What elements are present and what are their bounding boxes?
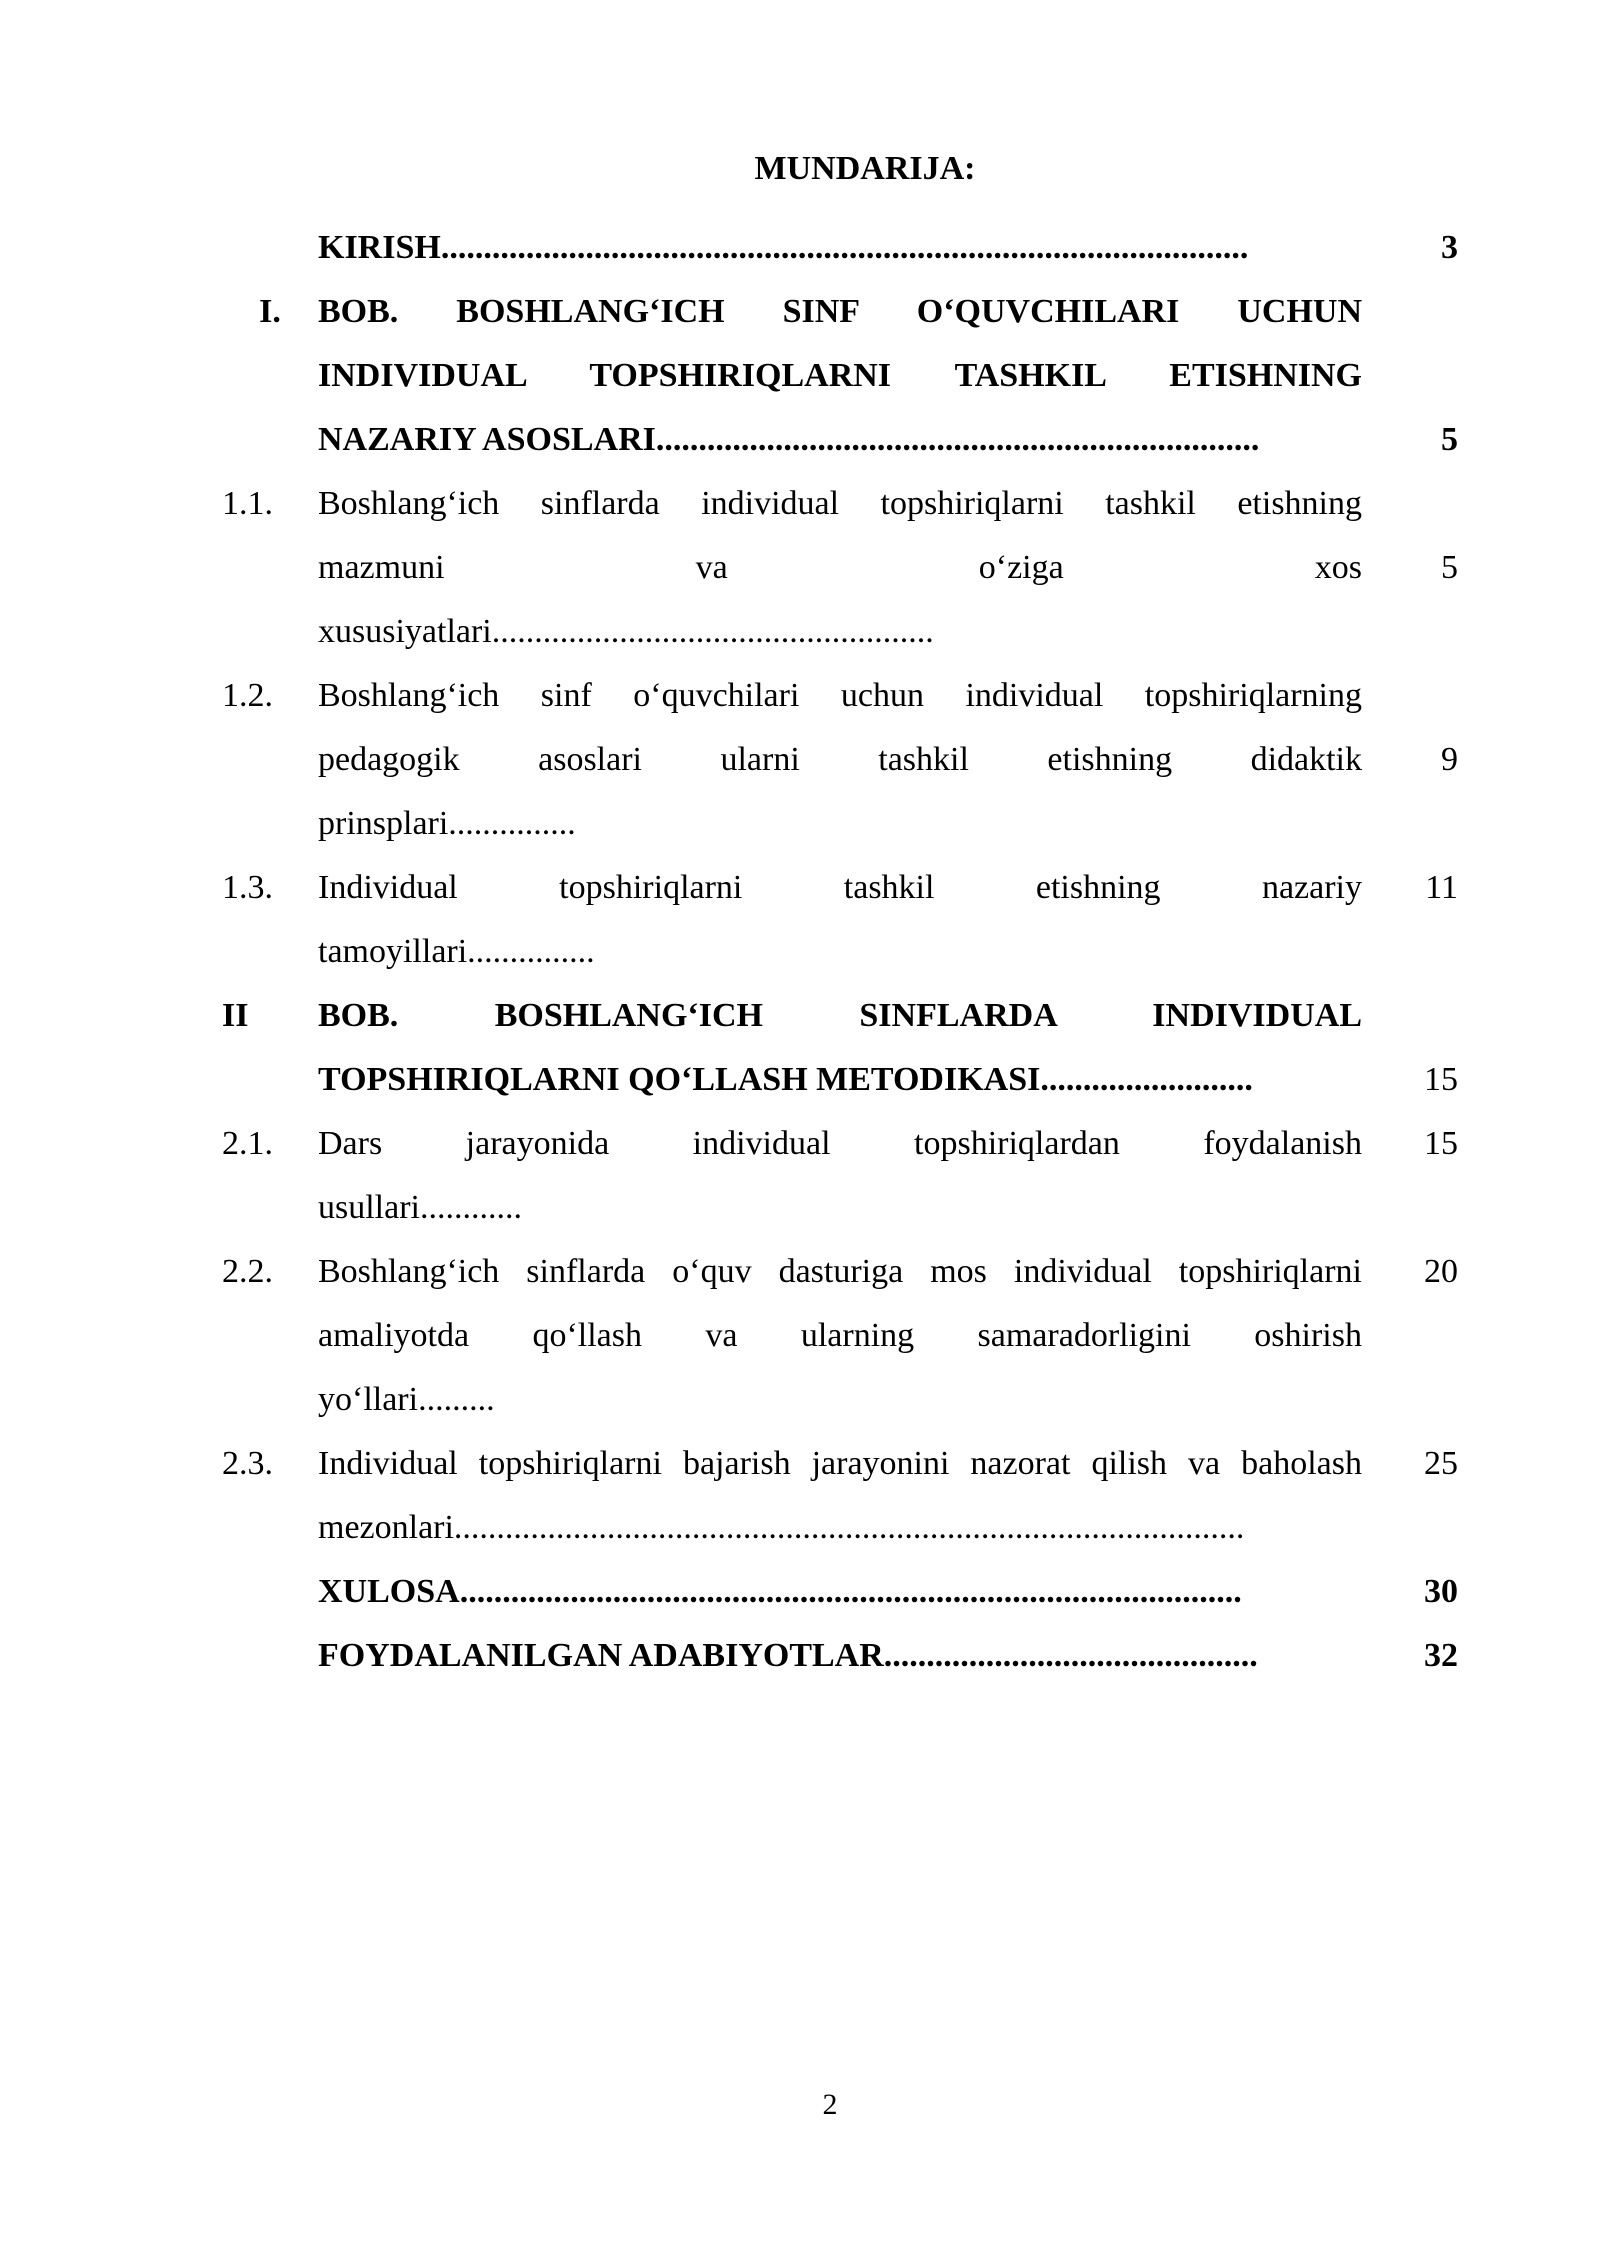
toc-entry-line: Dars jarayonida individual topshiriqlardan foydalanish (318, 1125, 1362, 1162)
toc-entry (222, 216, 1482, 280)
toc-entry-title (318, 216, 1362, 280)
toc-entry-line: yo‘llari......... (318, 1381, 495, 1418)
toc-entry (222, 1624, 1482, 1688)
toc-entry (222, 1432, 1482, 1560)
toc-entry-title (318, 1432, 1362, 1560)
toc-entry-page: 30 (1424, 1573, 1458, 1610)
toc-entry-number: 1.3. (222, 869, 273, 906)
toc-entry-line: mezonlari............................................................................................. (318, 1509, 1245, 1546)
toc-entry-number: II (222, 997, 249, 1034)
toc-entry-line: INDIVIDUAL TOPSHIRIQLARNI TASHKIL ETISHNING (318, 357, 1362, 394)
toc-entry-line: prinsplari............... (318, 805, 576, 842)
toc-entry-line: xususiyatlari.................................................... (318, 613, 934, 650)
toc-entry-number: 2.2. (222, 1253, 273, 1290)
toc-entry-title (318, 1624, 1362, 1688)
toc-entry-line: Individual topshiriqlarni bajarish jarayonini nazorat qilish va baholash (318, 1445, 1362, 1482)
table-of-contents (222, 216, 1482, 1688)
toc-entry-title (318, 1240, 1362, 1432)
toc-entry-line: mazmuni va o‘ziga xos (318, 549, 1362, 586)
toc-entry-number: 2.1. (222, 1125, 273, 1162)
toc-entry-page: 9 (1441, 741, 1458, 778)
toc-entry-title (318, 664, 1362, 856)
toc-title: MUNDARIJA: (754, 150, 976, 187)
toc-entry-page: 5 (1441, 421, 1458, 458)
toc-entry-number: I. (259, 293, 281, 330)
toc-entry-page: 11 (1425, 869, 1458, 906)
toc-entry-line: pedagogik asoslari ularni tashkil etishning didaktik (318, 741, 1362, 778)
toc-entry-title (318, 1560, 1362, 1624)
toc-entry-page: 3 (1441, 229, 1458, 266)
page-number: 2 (822, 2088, 838, 2121)
toc-entry-page: 20 (1424, 1253, 1458, 1290)
toc-entry-line: Individual topshiriqlarni tashkil etishning nazariy (318, 869, 1362, 906)
toc-entry-title (318, 280, 1362, 472)
toc-entry-title (318, 472, 1362, 664)
toc-entry (222, 472, 1482, 664)
toc-entry-number: 1.2. (222, 677, 273, 714)
toc-entry (222, 1560, 1482, 1624)
toc-entry-number: 1.1. (222, 485, 273, 522)
toc-entry-page: 32 (1424, 1637, 1458, 1674)
toc-entry-line: Boshlang‘ich sinflarda individual topshiriqlarni tashkil etishning (318, 485, 1362, 522)
toc-entry-title (318, 856, 1362, 984)
toc-entry-page: 15 (1424, 1061, 1458, 1098)
toc-entry-line: usullari............ (318, 1189, 522, 1226)
toc-entry-line: amaliyotda qo‘llash va ularning samaradorligini oshirish (318, 1317, 1362, 1354)
toc-entry-line: BOB. BOSHLANG‘ICH SINF O‘QUVCHILARI UCHUN (318, 293, 1362, 330)
toc-entry-line: XULOSA............................................................................................ (318, 1573, 1242, 1610)
toc-entry-number: 2.3. (222, 1445, 273, 1482)
toc-entry-page: 15 (1424, 1125, 1458, 1162)
toc-entry (222, 664, 1482, 856)
toc-entry (222, 1240, 1482, 1432)
toc-entry-line: FOYDALANILGAN ADABIYOTLAR............................................ (318, 1637, 1258, 1674)
toc-entry-page: 25 (1424, 1445, 1458, 1482)
toc-entry (222, 280, 1482, 472)
toc-entry-title (318, 1112, 1362, 1240)
toc-entry-line: BOB. BOSHLANG‘ICH SINFLARDA INDIVIDUAL (318, 997, 1362, 1034)
toc-entry (222, 856, 1482, 984)
toc-entry-line: TOPSHIRIQLARNI QO‘LLASH METODIKASI......................... (318, 1061, 1253, 1098)
toc-entry (222, 984, 1482, 1112)
toc-entry (222, 1112, 1482, 1240)
toc-entry-title (318, 984, 1362, 1112)
toc-entry-line: tamoyillari............... (318, 933, 595, 970)
toc-entry-page: 5 (1441, 549, 1458, 586)
toc-entry-line: NAZARIY ASOSLARI....................................................................... (318, 421, 1260, 458)
toc-entry-line: Boshlang‘ich sinf o‘quvchilari uchun individual topshiriqlarning (318, 677, 1362, 714)
toc-entry-line: KIRISH............................................................................................... (318, 229, 1249, 266)
toc-entry-line: Boshlang‘ich sinflarda o‘quv dasturiga mos individual topshiriqlarni (318, 1253, 1362, 1290)
